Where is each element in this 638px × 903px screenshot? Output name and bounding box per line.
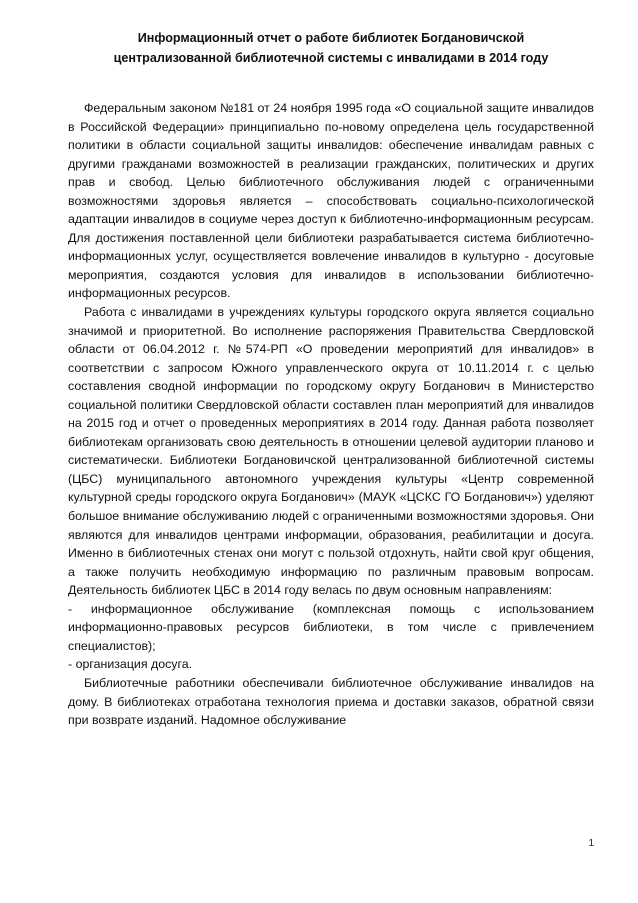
paragraph-home-service: Библиотечные работники обеспечивали библиотечное обслуживание инвалидов на дому. В библиотеках отработана технология приема и доставки заказов, обратной связи при возврате изданий. Надомное обслуживание bbox=[68, 675, 594, 728]
document-body bbox=[68, 99, 594, 730]
page-number: 1 bbox=[588, 838, 594, 849]
title-line-2: централизованной библиотечной системы с инвалидами в 2014 году bbox=[113, 51, 549, 65]
document-title bbox=[68, 28, 594, 68]
list-item-leisure: - организация досуга. bbox=[68, 657, 193, 672]
paragraph-law-intro: Федеральным законом №181 от 24 ноября 1995 года «О социальной защите инвалидов в Российской Федерации» принципиально по-новому определена цель государственной политики в области социальной защиты инвалидов: обеспечение инвалидам равных с другими гражданами возможностей в реализации гражданских, политических и других прав и свобод. Целью библиотечного обслуживания людей с ограниченными возможностями здоровья является – способствовать социально-психологической адаптации инвалидов в социуме через доступ к библиотечно-информационным ресурсам. Для достижения поставленной цели библиотеки разрабатывается система библиотечно-информационных услуг, осуществляется вовлечение инвалидов в культурно - досуговые мероприятия, создаются условия для инвалидов в использовании библиотечно-информационных ресурсов. bbox=[68, 101, 594, 301]
paragraph-work-with-disabled: Работа с инвалидами в учреждениях культуры городского округа является социально значимой и приоритетной. Во исполнение распоряжения Правительства Свердловской области от 06.04.2012 г. №574-РП «О проведении мероприятий для инвалидов» в соответствии с запросом Южного управленческого округа от 10.11.2014 г. с целью составления сводной информации по городскому округу Богданович в Министерство социальной политики Свердловской области составлен план мероприятий для инвалидов на 2015 год и отчет о проведенных мероприятиях в 2014 году. Данная работа позволяет библиотекам организовать свою деятельность в отношении целевой аудитории планово и систематически. Библиотеки Богдановичской централизованной библиотечной системы (ЦБС) муниципального автономного учреждения культуры «Центр современной культурной среды городского округа Богданович» (МАУК «ЦСКС ГО Богданович») уделяют большое внимание обслуживанию людей с ограниченными возможностями здоровья. Они являются для инвалидов центрами информации, образования, реабилитации и досуга. Именно в библиотечных стенах они могут с пользой отдохнуть, найти свой круг общения, а также получить необходимую информацию по различным правовым вопросам. Деятельность библиотек ЦБС в 2014 году велась по двум основным направлениям: bbox=[68, 305, 594, 598]
title-line-1: Информационный отчет о работе библиотек Богдановичской bbox=[137, 31, 525, 45]
list-item-information-service: - информационное обслуживание (комплексная помощь с использованием информационно-правовых ресурсов библиотеки, в том числе с привлечением специалистов); bbox=[68, 601, 594, 653]
